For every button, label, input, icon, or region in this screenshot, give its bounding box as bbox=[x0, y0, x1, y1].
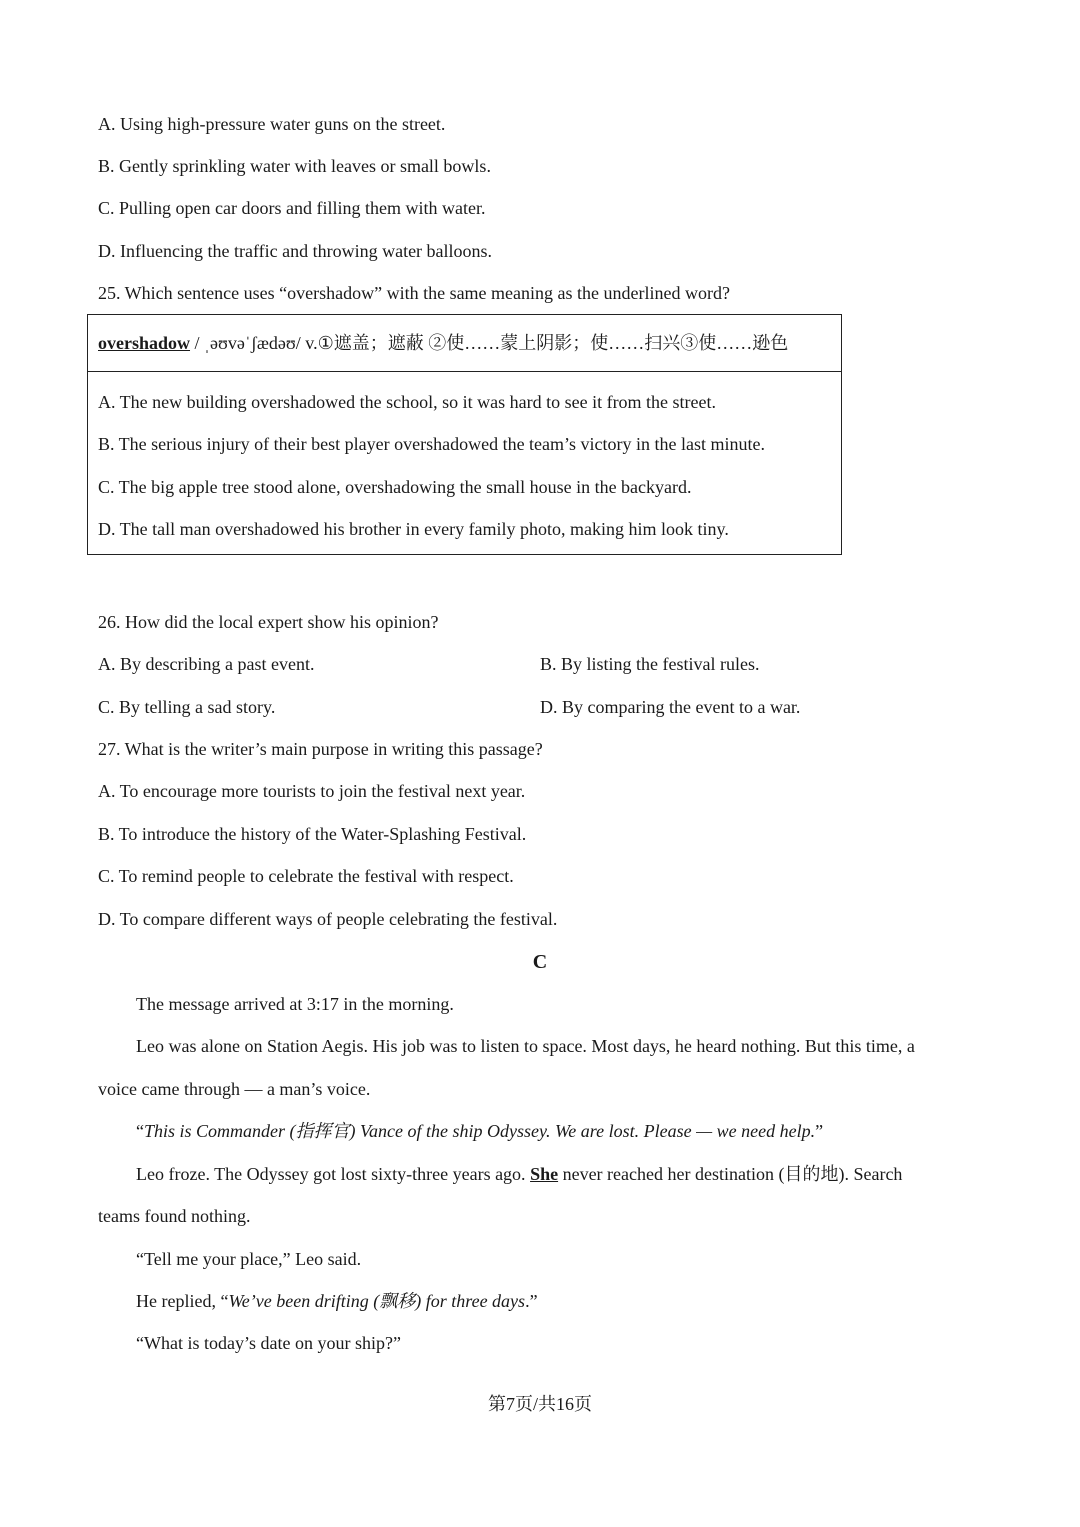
q25-option-c: C. The big apple tree stood alone, overshadowing the small house in the backyard. bbox=[98, 477, 692, 497]
q24-option-c: C. Pulling open car doors and filling them with water. bbox=[98, 198, 486, 218]
q26-option-a: A. By describing a past event. bbox=[98, 654, 315, 674]
dictionary-word: overshadow bbox=[98, 333, 191, 353]
close-quote: ” bbox=[815, 1121, 824, 1141]
box-divider bbox=[88, 371, 841, 372]
page-footer: 第7页/共16页 bbox=[487, 1394, 592, 1414]
dictionary-entry bbox=[98, 331, 788, 355]
q26-option-c: C. By telling a sad story. bbox=[98, 697, 276, 717]
open-quote: “ bbox=[136, 1121, 144, 1141]
q27-option-a: A. To encourage more tourists to join the festival next year. bbox=[98, 781, 526, 801]
q24-option-b: B. Gently sprinkling water with leaves or small bowls. bbox=[98, 156, 491, 176]
passage-paragraph-2-line-1: Leo was alone on Station Aegis. His job was to listen to space. Most days, he heard nothing. But this time, a bbox=[136, 1036, 915, 1056]
underlined-she: She bbox=[530, 1164, 559, 1184]
q24-option-a: A. Using high-pressure water guns on the street. bbox=[98, 114, 446, 134]
q25-option-d: D. The tall man overshadowed his brother in every family photo, making him look tiny. bbox=[98, 519, 729, 539]
passage-paragraph-2-line-2: voice came through — a man’s voice. bbox=[98, 1079, 371, 1099]
q25-option-b: B. The serious injury of their best player overshadowed the team’s victory in the last minute. bbox=[98, 434, 766, 454]
q24-option-d: D. Influencing the traffic and throwing water balloons. bbox=[98, 241, 493, 261]
passage-paragraph-4-line-1 bbox=[136, 1162, 982, 1186]
passage-paragraph-3 bbox=[136, 1119, 823, 1143]
q26-question: 26. How did the local expert show his opinion? bbox=[98, 612, 439, 632]
q27-question: 27. What is the writer’s main purpose in writing this passage? bbox=[98, 739, 543, 759]
passage-paragraph-4-line-2: teams found nothing. bbox=[98, 1206, 251, 1226]
p6-text-after: .” bbox=[525, 1291, 538, 1311]
q26-option-b: B. By listing the festival rules. bbox=[540, 654, 760, 674]
passage-paragraph-6 bbox=[136, 1289, 538, 1313]
q27-option-b: B. To introduce the history of the Water-Splashing Festival. bbox=[98, 824, 527, 844]
q27-option-c: C. To remind people to celebrate the festival with respect. bbox=[98, 866, 514, 886]
drifting-quote: We’ve been drifting (飘移) for three days bbox=[228, 1291, 526, 1311]
commander-quote: This is Commander (指挥官) Vance of the ship Odyssey. We are lost. Please — we need help. bbox=[144, 1121, 816, 1141]
p4-text-before: Leo froze. The Odyssey got lost sixty-three years ago. bbox=[136, 1164, 531, 1184]
q25-option-a: A. The new building overshadowed the school, so it was hard to see it from the street. bbox=[98, 392, 717, 412]
passage-paragraph-7: “What is today’s date on your ship?” bbox=[136, 1333, 401, 1353]
q27-option-d: D. To compare different ways of people celebrating the festival. bbox=[98, 909, 558, 929]
passage-heading: C bbox=[532, 951, 548, 973]
q26-option-d: D. By comparing the event to a war. bbox=[540, 697, 801, 717]
passage-paragraph-1: The message arrived at 3:17 in the morning. bbox=[136, 994, 454, 1014]
q25-question: 25. Which sentence uses “overshadow” with the same meaning as the underlined word? bbox=[98, 283, 730, 303]
p6-text-before: He replied, “ bbox=[136, 1291, 229, 1311]
p4-text-after: never reached her destination (目的地). Search bbox=[558, 1164, 903, 1184]
passage-paragraph-5: “Tell me your place,” Leo said. bbox=[136, 1249, 362, 1269]
q25-options-box bbox=[87, 314, 842, 555]
dictionary-definition: / ˌəʊvəˈʃædəʊ/ v.①遮盖；遮蔽 ②使……蒙上阴影；使……扫兴③使……逊色 bbox=[190, 333, 789, 353]
